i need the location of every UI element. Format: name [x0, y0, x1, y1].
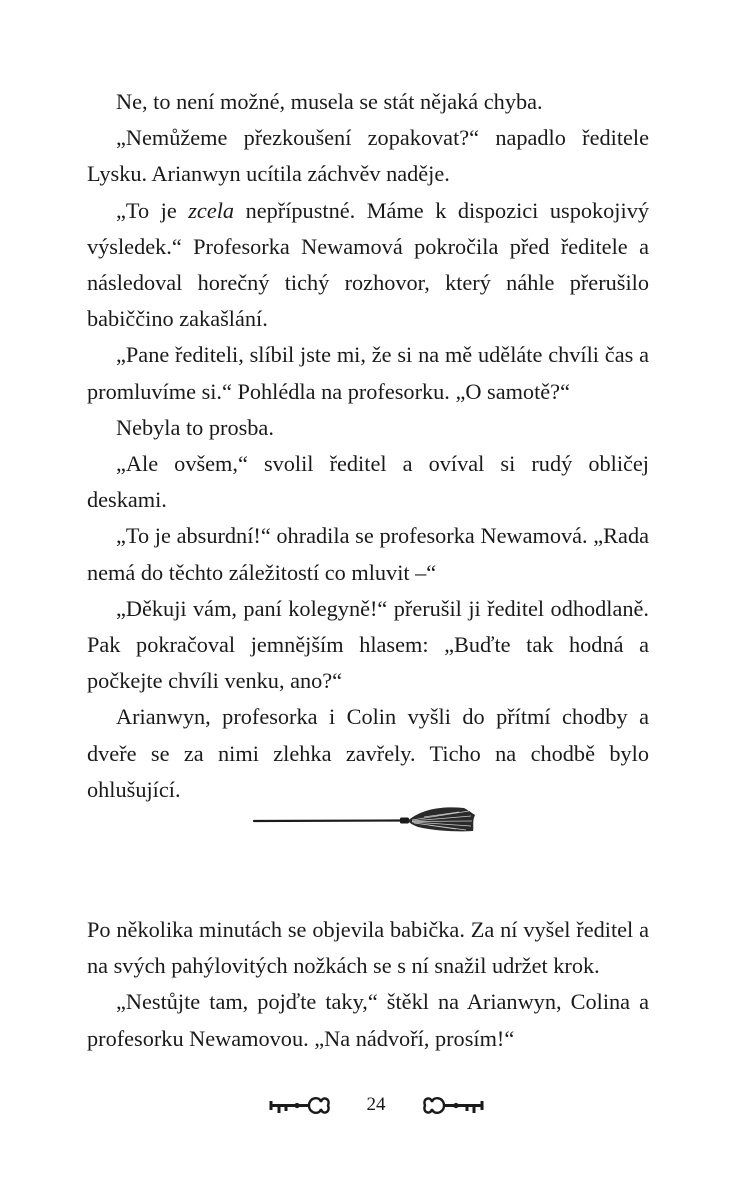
page-number: 24: [366, 1094, 386, 1115]
paragraph: Nebyla to prosba.: [116, 414, 274, 440]
paragraph: „To je absurdní!“ ohradila se profesorka Newamová. „Rada nemá do těchto záležitostí co mluvit –“: [87, 523, 649, 585]
paragraph: Ne, to není možné, musela se stát nějaká chyba.: [116, 89, 543, 114]
paragraph: „Ale ovšem,“ svolil ředitel a ovíval si rudý obličej deskami.: [87, 451, 649, 513]
paragraph-text: nepřípustné. Máme k dispozici uspokojivý výsledek.“ Profesorka Newamová pokročila před ředitele a následoval horečný tichý rozhovor, který náhle přerušilo babiččino zakašlání.: [87, 197, 649, 332]
paragraph: [87, 193, 649, 338]
text-block-bottom: [87, 912, 649, 1057]
italic-emphasis: zcela: [188, 197, 235, 223]
paragraph: „Nestůjte tam, pojďte taky,“ štěkl na Arianwyn, Colina a profesorku Newamovou. „Na nádvoří, prosím!“: [87, 989, 649, 1051]
paragraph: „Pane řediteli, slíbil jste mi, že si na mě uděláte chvíli čas a promluvíme si.“ Pohlédla na profesorku. „O samotě?“: [87, 342, 649, 404]
key-icon: [269, 1093, 331, 1117]
paragraph: „Nemůžeme přezkoušení zopakovat?“ napadlo ředitele Lysku. Arianwyn ucítila záchvěv naděje.: [87, 125, 649, 187]
paragraph: Po několika minutách se objevila babička. Za ní vyšel ředitel a na svých pahýlovitých nožkách se s ní snažil udržet krok.: [87, 917, 649, 979]
key-icon: [422, 1093, 484, 1117]
page-footer: [0, 1085, 752, 1125]
paragraph-text: „To je: [116, 197, 189, 223]
paragraph: „Děkuji vám, paní kolegyně!“ přerušil ji ředitel odhodlaně. Pak pokračoval jemnějším hlasem: „Buďte tak hodná a počkejte chvíli venku, ano?“: [87, 595, 649, 694]
broom-icon: [252, 800, 476, 840]
paragraph: Arianwyn, profesorka i Colin vyšli do přítmí chodby a dveře se za nimi zlehka zavřely. Ticho na chodbě bylo ohlušující.: [87, 704, 649, 802]
text-block-top: [87, 84, 649, 808]
page-text: [87, 84, 649, 1057]
